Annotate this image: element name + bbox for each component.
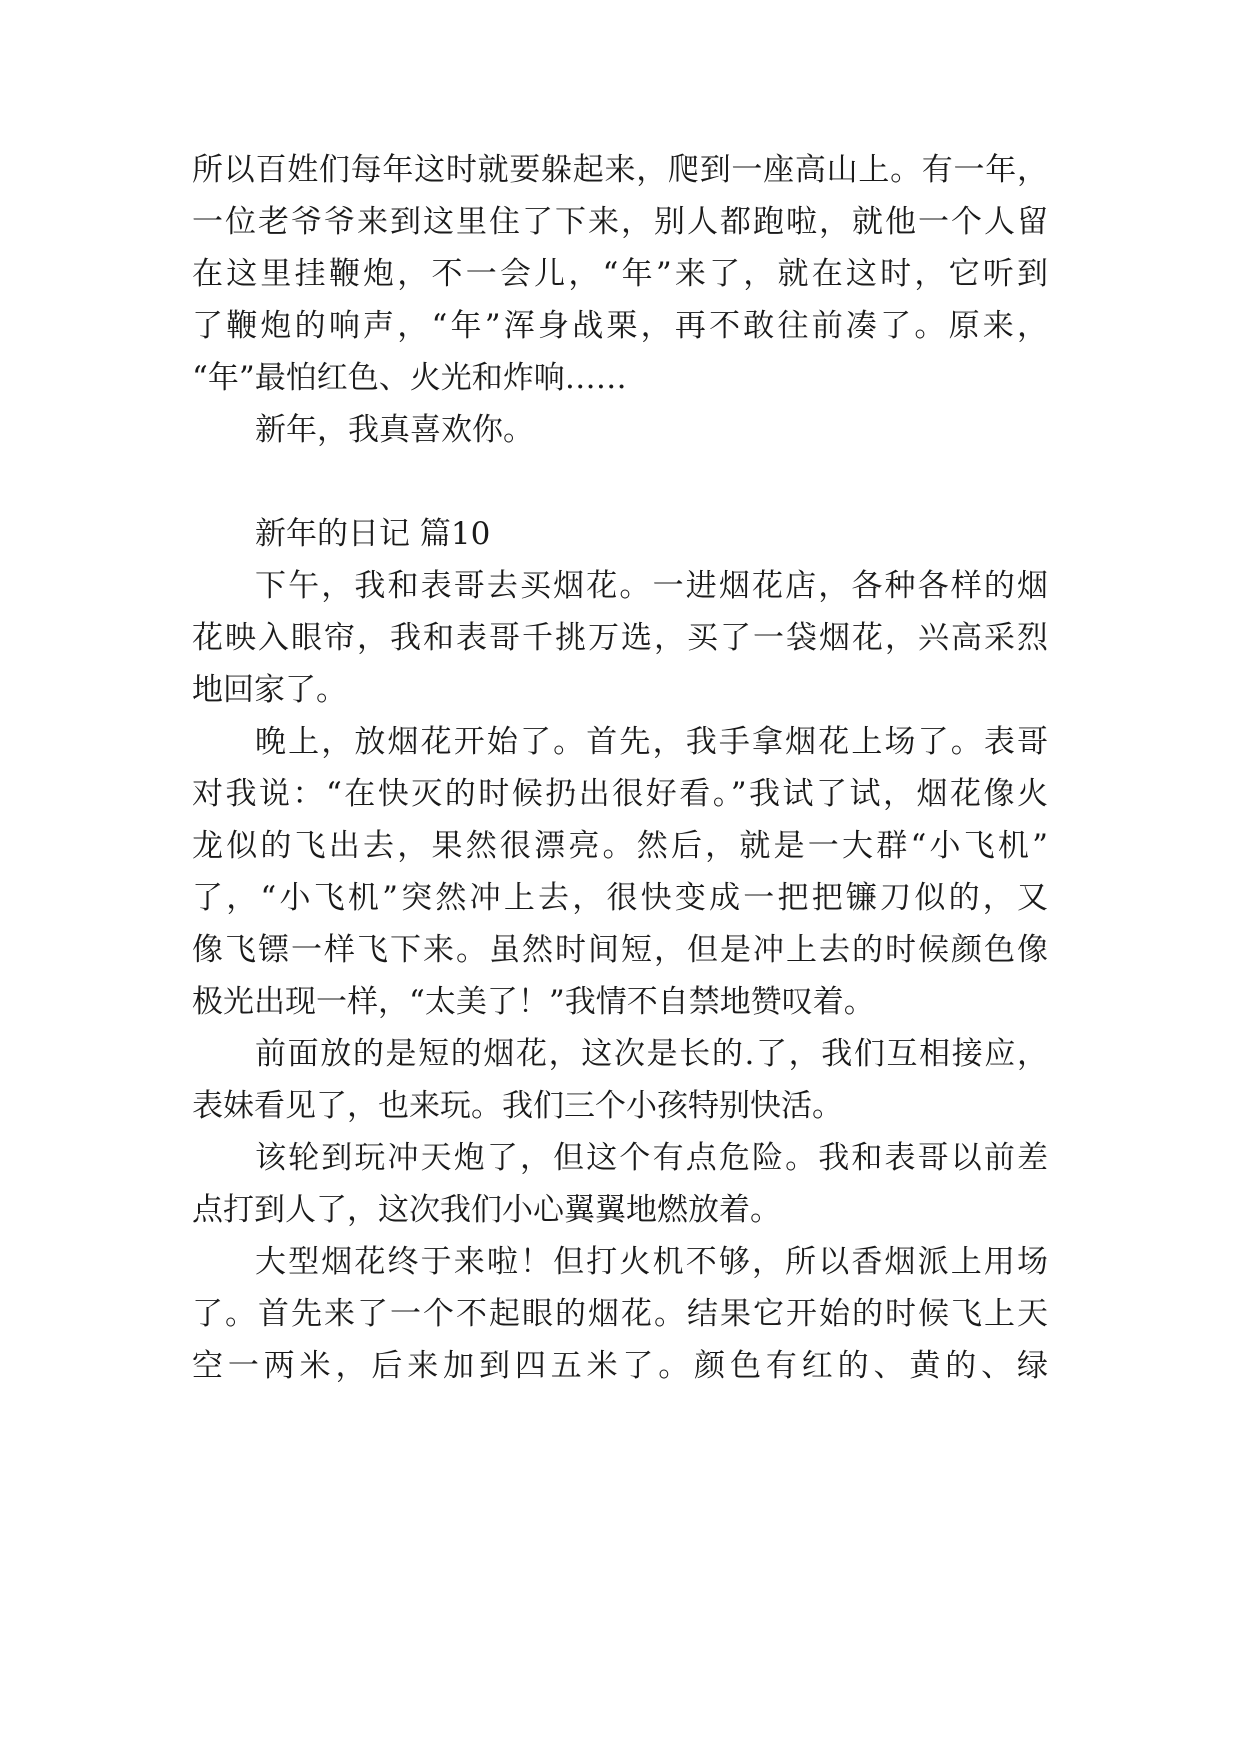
text-line-content: 对我说：“在快灭的时候扔出很好看。”我试了试，烟花像火 <box>192 776 1048 812</box>
text-line <box>0 870 1241 926</box>
text-line-content: 了鞭炮的响声，“年”浑身战栗，再不敢往前凑了。原来， <box>192 308 1048 344</box>
text-line <box>0 610 1241 666</box>
text-line <box>0 246 1241 302</box>
text-line <box>0 714 1241 770</box>
text-line <box>0 350 1241 406</box>
text-line-content: 极光出现一样，“太美了！”我情不自禁地赞叹着。 <box>192 984 875 1020</box>
text-line-content: 前面放的是短的烟花，这次是长的.了，我们互相接应， <box>255 1036 1048 1072</box>
text-line <box>0 558 1241 614</box>
text-line <box>0 662 1241 718</box>
text-line <box>0 1286 1241 1342</box>
text-line-content: 空一两米，后来加到四五米了。颜色有红的、黄的、绿 <box>192 1348 1048 1384</box>
text-line <box>0 1078 1241 1134</box>
text-line-content: 了。首先来了一个不起眼的烟花。结果它开始的时候飞上天 <box>192 1296 1048 1332</box>
text-line-content: 了，“小飞机”突然冲上去，很快变成一把把镰刀似的，又 <box>192 880 1048 916</box>
text-line <box>0 818 1241 874</box>
text-line <box>0 142 1241 198</box>
text-line-content: 下午，我和表哥去买烟花。一进烟花店，各种各样的烟 <box>255 568 1048 604</box>
text-line <box>0 766 1241 822</box>
text-line <box>0 298 1241 354</box>
text-line-content: 晚上，放烟花开始了。首先，我手拿烟花上场了。表哥 <box>255 724 1048 760</box>
text-line-content: 大型烟花终于来啦！但打火机不够，所以香烟派上用场 <box>255 1244 1048 1280</box>
text-line <box>0 1338 1241 1394</box>
text-line-content: 花映入眼帘，我和表哥千挑万选，买了一袋烟花，兴高采烈 <box>192 620 1048 656</box>
text-line-content: 表妹看见了，也来玩。我们三个小孩特别快活。 <box>192 1088 843 1124</box>
section-heading <box>0 506 1241 562</box>
text-line-content: 地回家了。 <box>192 672 347 708</box>
text-line <box>0 1234 1241 1290</box>
text-line <box>0 194 1241 250</box>
text-line-content: 龙似的飞出去，果然很漂亮。然后，就是一大群“小飞机” <box>192 828 1048 864</box>
text-line <box>0 1026 1241 1082</box>
section-heading-text: 新年的日记 篇10 <box>255 516 491 552</box>
text-line-content: 在这里挂鞭炮，不一会儿，“年”来了，就在这时，它听到 <box>192 256 1048 292</box>
text-line <box>0 922 1241 978</box>
text-line-content: 所以百姓们每年这时就要躲起来，爬到一座高山上。有一年， <box>192 152 1048 188</box>
text-line-content: 一位老爷爷来到这里住了下来，别人都跑啦，就他一个人留 <box>192 204 1048 240</box>
text-line-content: 新年，我真喜欢你。 <box>255 412 534 448</box>
text-line-content: 点打到人了，这次我们小心翼翼地燃放着。 <box>192 1192 781 1228</box>
text-line <box>0 402 1241 458</box>
text-line-content: 该轮到玩冲天炮了，但这个有点危险。我和表哥以前差 <box>255 1140 1048 1176</box>
text-line <box>0 974 1241 1030</box>
text-line-content: “年”最怕红色、火光和炸响…… <box>192 360 627 396</box>
text-line <box>0 1182 1241 1238</box>
text-line <box>0 1130 1241 1186</box>
text-line-content: 像飞镖一样飞下来。虽然时间短，但是冲上去的时候颜色像 <box>192 932 1048 968</box>
